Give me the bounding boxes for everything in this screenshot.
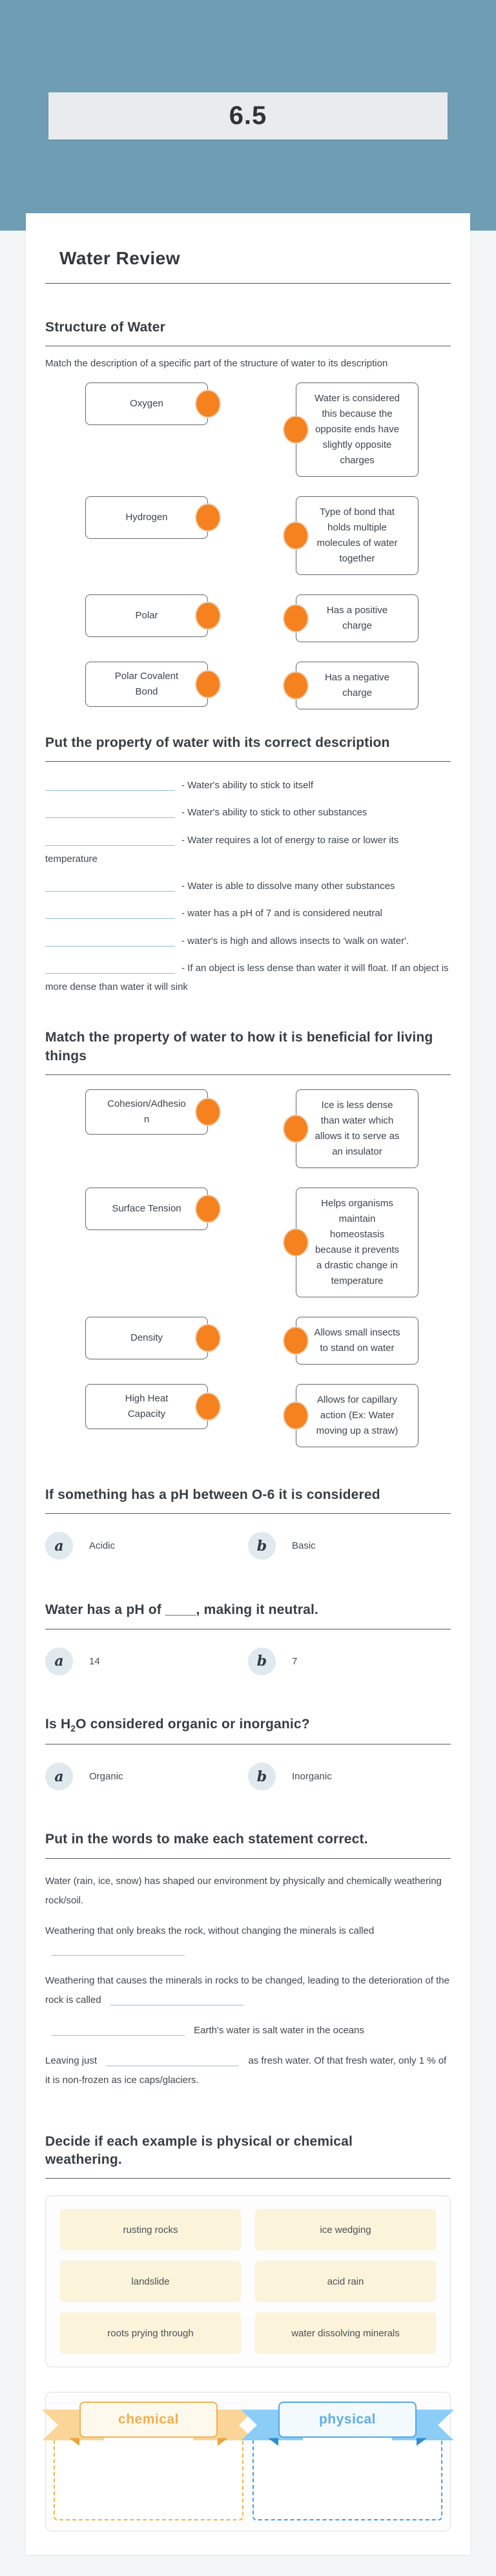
connector-dot-icon[interactable] (195, 1098, 221, 1126)
option-letter-badge: b (248, 1532, 276, 1560)
option-7[interactable] (248, 1648, 451, 1675)
connector-dot-icon[interactable] (195, 1195, 221, 1223)
match-description-label: Has a positive charge (326, 604, 388, 631)
connector-dot-icon[interactable] (195, 1392, 221, 1421)
statement (45, 1872, 451, 1911)
option-14[interactable] (45, 1648, 248, 1675)
connector-dot-icon[interactable] (195, 602, 221, 630)
section-divider (45, 1513, 451, 1514)
answer-blank[interactable] (45, 832, 175, 846)
physical-dropzone[interactable] (253, 2431, 442, 2520)
chemical-ribbon-banner (64, 2402, 233, 2444)
match-term-label: High Heat Capacity (125, 1393, 169, 1420)
match-description-label: Water is considered this because the opposite ends have slightly opposite charges (315, 392, 400, 466)
statement (45, 1922, 451, 1960)
connector-dot-icon[interactable] (283, 1228, 309, 1257)
option-letter-badge: b (248, 1648, 276, 1675)
option-label: Organic (89, 1771, 123, 1783)
section-water-properties (45, 734, 451, 997)
match-term-label: Surface Tension (112, 1203, 181, 1215)
physical-zone-wrap (253, 2402, 442, 2520)
answer-blank[interactable] (45, 877, 175, 892)
connector-dot-icon[interactable] (283, 604, 309, 633)
answer-blank[interactable] (106, 2052, 239, 2066)
connector-dot-icon[interactable] (195, 390, 221, 418)
property-row (45, 877, 451, 895)
connector-dot-icon[interactable] (283, 671, 309, 700)
connector-dot-icon[interactable] (195, 1324, 221, 1352)
match-term-polar-covalent-bond[interactable] (85, 662, 208, 707)
match-term-hydrogen[interactable] (85, 496, 208, 539)
heading-subscript: 2 (70, 1724, 76, 1733)
question-heading (45, 1715, 451, 1735)
property-row (45, 776, 451, 795)
connector-dot-icon[interactable] (283, 1115, 309, 1143)
physical-ribbon-banner (263, 2402, 432, 2444)
answer-blank[interactable] (45, 777, 175, 791)
section-divider (45, 1074, 451, 1075)
match-term-label: Hydrogen (125, 511, 168, 523)
property-description: - Water's ability to stick to itself (181, 780, 314, 791)
match-description-label: Type of bond that holds multiple molecules of water together (316, 506, 398, 564)
match-description[interactable] (296, 1317, 418, 1365)
question-heading: Water has a pH of ____, making it neutral. (45, 1602, 319, 1618)
match-row (85, 496, 451, 575)
title-divider (45, 283, 451, 284)
section-heading: Put the property of water with its correct description (45, 735, 390, 750)
section-divider (45, 1858, 451, 1859)
chemical-zone-wrap (54, 2402, 243, 2520)
match-description[interactable] (296, 382, 418, 477)
statement-text: Earth's water is salt water in the oceans (194, 2024, 364, 2036)
match-row (85, 1384, 451, 1447)
option-letter-badge: b (248, 1763, 276, 1790)
question-organic-inorganic (45, 1715, 451, 1791)
match-description-label: Allows for capillary action (Ex: Water moving up a straw) (316, 1394, 398, 1437)
option-organic[interactable] (45, 1763, 248, 1790)
question-ph-value (45, 1601, 451, 1675)
section-divider (45, 2178, 451, 2179)
option-letter-badge: a (45, 1763, 73, 1790)
chip-water-dissolving-minerals[interactable]: water dissolving minerals (255, 2312, 436, 2354)
property-description: - Water requires a lot of energy to raise or lower its temperature (45, 834, 399, 864)
chemical-dropzone[interactable] (54, 2431, 243, 2520)
lesson-number-banner (48, 92, 448, 140)
answer-options (45, 1763, 451, 1790)
option-label: Inorganic (292, 1771, 332, 1783)
property-description: - water has a pH of 7 and is considered neutral (181, 908, 383, 919)
section-heading: Structure of Water (45, 320, 166, 335)
connector-dot-icon[interactable] (283, 521, 309, 550)
chip-rusting-rocks[interactable]: rusting rocks (60, 2209, 241, 2250)
property-row (45, 932, 451, 950)
property-description: - Water's ability to stick to other substances (181, 807, 367, 819)
property-row (45, 904, 451, 923)
match-row (85, 1317, 451, 1365)
lesson-number: 6.5 (229, 101, 267, 130)
connector-dot-icon[interactable] (195, 670, 221, 698)
connector-dot-icon[interactable] (195, 503, 221, 532)
worksheet-card (26, 213, 470, 2555)
statement-text: as fresh water. Of that fresh water, only 1 % of it is non-frozen as ice caps/glaciers. (45, 2055, 447, 2086)
statement-text: Weathering that causes the minerals in rocks to be changed, leading to the deterioration of the rock is called (45, 1974, 450, 2005)
chemical-label: chemical (79, 2402, 218, 2438)
property-description: - Water is able to dissolve many other substances (181, 881, 395, 892)
answer-blank[interactable] (45, 932, 175, 947)
draggable-examples-panel (45, 2195, 451, 2367)
option-acidic[interactable] (45, 1532, 248, 1560)
match-term-oxygen[interactable] (85, 382, 208, 425)
statement-text: Leaving just (45, 2055, 98, 2066)
match-term-cohesion-adhesion[interactable] (85, 1089, 208, 1135)
section-divider (45, 761, 451, 762)
answer-options (45, 1648, 451, 1675)
chip-roots-prying-through[interactable]: roots prying through (60, 2312, 241, 2354)
match-term-high-heat-capacity[interactable] (85, 1384, 208, 1429)
match-row (85, 1089, 451, 1168)
chip-acid-rain[interactable]: acid rain (255, 2261, 436, 2302)
match-term-surface-tension[interactable] (85, 1188, 208, 1230)
answer-options (45, 1532, 451, 1560)
match-description-label: Ice is less dense than water which allows it to serve as an insulator (315, 1100, 400, 1158)
option-basic[interactable] (248, 1532, 451, 1560)
option-letter-badge: a (45, 1648, 73, 1675)
connector-dot-icon[interactable] (283, 1401, 309, 1430)
physical-label: physical (278, 2402, 417, 2438)
match-term-polar[interactable] (85, 594, 208, 637)
answer-blank[interactable] (45, 905, 175, 919)
match-term-label: Cohesion/Adhesion (107, 1098, 186, 1126)
property-row (45, 803, 451, 822)
match-description[interactable] (296, 1089, 418, 1168)
answer-blank[interactable] (45, 959, 175, 974)
match-row (85, 382, 451, 477)
option-letter-badge: a (45, 1532, 73, 1560)
property-blank-list (45, 776, 451, 996)
match-description-label: Has a negative charge (324, 671, 390, 698)
option-label: 7 (292, 1655, 298, 1667)
property-description: - If an object is less dense than water it will float. If an object is more dense than water it will sink (45, 962, 449, 993)
answer-blank[interactable] (110, 1991, 243, 2005)
section-heading: Match the property of water to how it is beneficial for living things (45, 1030, 433, 1063)
answer-blank[interactable] (52, 1942, 185, 1956)
property-description: - water's is high and allows insects to 'walk on water'. (181, 935, 409, 947)
match-row (85, 662, 451, 709)
category-drop-panel (45, 2392, 451, 2531)
match-description[interactable] (296, 594, 418, 642)
section-beneficial-matching (45, 1029, 451, 1447)
section-weathering-sort (45, 2133, 451, 2532)
statement-text: Water (rain, ice, snow) has shaped our environment by physically and chemically weathering rock/soil. (45, 1875, 442, 1906)
match-term-density[interactable] (85, 1317, 208, 1359)
match-description[interactable] (296, 662, 418, 709)
matching-exercise-structure (45, 382, 451, 709)
property-row (45, 831, 451, 869)
section-heading: Put in the words to make each statement correct. (45, 1832, 368, 1847)
match-description-label: Allows small insects to stand on water (314, 1327, 400, 1354)
section-structure-of-water (45, 319, 451, 709)
section-heading: Decide if each example is physical or chemical weathering. (45, 2133, 353, 2168)
match-term-label: Polar Covalent Bond (114, 670, 179, 697)
header-band (0, 0, 496, 231)
section-instructions: Match the description of a specific part of the structure of water to its description (45, 358, 388, 370)
match-term-label: Density (130, 1332, 163, 1344)
match-term-label: Polar (135, 609, 158, 621)
option-label: Acidic (89, 1540, 116, 1552)
option-label: Basic (292, 1540, 316, 1552)
statement (45, 2021, 451, 2040)
statement-list (45, 1872, 451, 2090)
match-term-label: Oxygen (130, 397, 163, 409)
match-description[interactable] (296, 1188, 418, 1297)
statement-text: Weathering that only breaks the rock, without changing the minerals is called (45, 1925, 375, 1936)
question-heading: If something has a pH between O-6 it is considered (45, 1487, 380, 1503)
connector-dot-icon[interactable] (283, 1326, 309, 1355)
answer-blank[interactable] (52, 2022, 185, 2036)
question-ph-range (45, 1486, 451, 1560)
chip-landslide[interactable]: landslide (60, 2261, 241, 2302)
heading-text: O considered organic or inorganic? (76, 1716, 310, 1732)
chip-ice-wedging[interactable]: ice wedging (255, 2209, 436, 2250)
heading-text: Is H (45, 1716, 71, 1732)
option-inorganic[interactable] (248, 1763, 451, 1790)
match-description[interactable] (296, 1384, 418, 1447)
match-row (85, 1188, 451, 1297)
connector-dot-icon[interactable] (283, 415, 309, 444)
statement (45, 1971, 451, 2010)
section-fill-statements (45, 1830, 451, 2089)
answer-blank[interactable] (45, 804, 175, 818)
statement (45, 2051, 451, 2090)
matching-exercise-beneficial (45, 1089, 451, 1447)
match-description-label: Helps organisms maintain homeostasis because it prevents a drastic change in temperature (315, 1198, 400, 1287)
match-row (85, 594, 451, 642)
option-label: 14 (89, 1655, 100, 1667)
match-description[interactable] (296, 496, 418, 575)
page-title: Water Review (59, 248, 181, 268)
property-row (45, 959, 451, 997)
